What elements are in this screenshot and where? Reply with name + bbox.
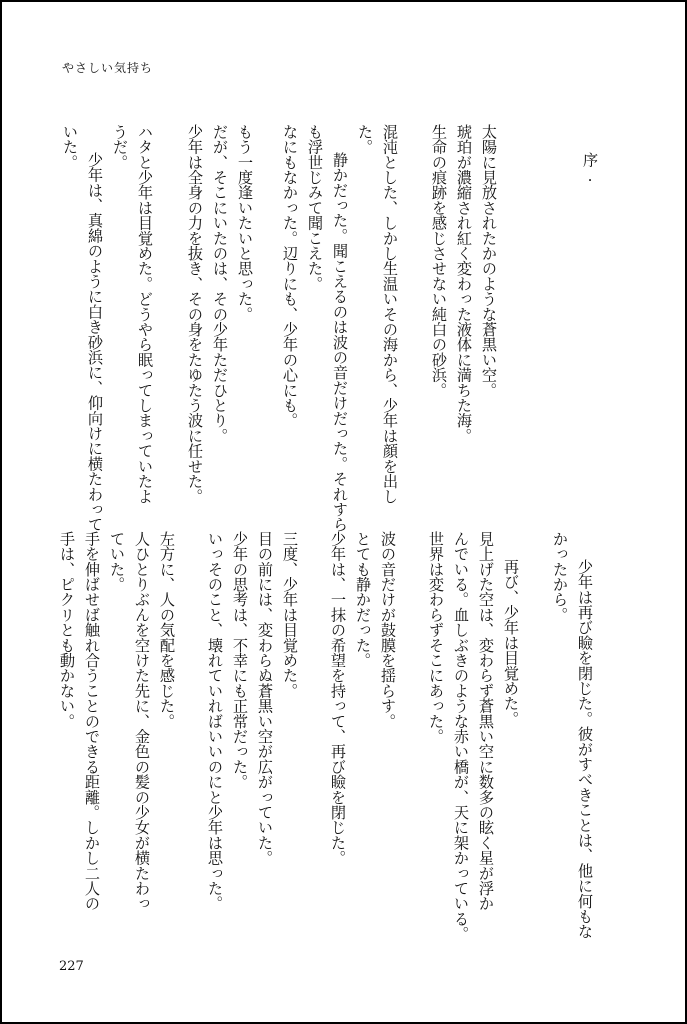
text-column-top-10: だが、そこにいたのは、その少年ただひとり。 [211, 124, 229, 444]
text-column-bottom-14: 左方に、人の気配を感じた。 [158, 531, 176, 729]
text-column-bottom-1: 少年は再び瞼を閉じた。彼がすべきことは、他に何もな [576, 559, 594, 939]
text-column-top-8: なにもなかった。辺りにも、少年の心にも。 [281, 124, 299, 428]
text-column-bottom-5: んでいる。血しぶきのような赤い橋が、天に架かっている。 [452, 531, 470, 942]
text-column-top-1: 太陽に見放されたかのような蒼黒い空。 [480, 124, 498, 398]
text-column-bottom-10: 三度、少年は目覚めた。 [281, 531, 299, 699]
text-column-bottom-4: 見上げた空は、変わらず蒼黒い空に数多の眩く星が浮か [477, 531, 495, 911]
text-column-bottom-18: 手は、ピクリとも動かない。 [58, 531, 76, 729]
text-column-bottom-9: 少年は、一抹の希望を持って、再び瞼を閉じた。 [329, 531, 347, 866]
text-column-top-13: うだ。 [111, 124, 129, 170]
text-column-bottom-3: 再び、少年は目覚めた。 [502, 559, 520, 727]
running-head: やさしい気持ち [62, 61, 154, 75]
text-column-top-2: 琥珀が濃縮され紅く変わった液体に満ちた海。 [455, 124, 473, 444]
text-column-top-3: 生命の痕跡を感じさせない純白の砂浜。 [430, 124, 448, 398]
text-column-top-14: 少年は、真綿のように白き砂浜に、仰向けに横たわって [86, 152, 104, 532]
text-column-bottom-6: 世界は変わらずそこにあった。 [427, 531, 445, 744]
text-column-bottom-8: とても静かだった。 [354, 531, 372, 668]
text-column-bottom-2: かったから。 [551, 531, 569, 623]
text-column-top-9: もう一度逢いたいと思った。 [236, 124, 254, 322]
text-column-bottom-7: 波の音だけが鼓膜を揺らす。 [379, 531, 397, 729]
text-column-bottom-13: いっそのこと、壊れていればいいのにと少年は思った。 [206, 531, 224, 911]
text-column-top-15: いた。 [61, 124, 79, 170]
text-column-top-6: 静かだった。聞こえるのは波の音だけだった。それすら [331, 152, 349, 532]
text-column-top-5: た。 [356, 124, 374, 155]
page-number: 227 [59, 959, 84, 974]
text-column-top-4: 混沌とした、しかし生温いその海から、少年は顔を出し [381, 124, 399, 504]
text-column-bottom-16: ていた。 [108, 531, 126, 592]
text-column-bottom-17: 手を伸ばせば触れ合うことのできる距離。しかし二人の [83, 531, 101, 911]
text-column-top-12: ハタと少年は目覚めた。どうやら眠ってしまっていたよ [136, 124, 154, 504]
section-heading: 序. [581, 152, 599, 186]
text-column-bottom-12: 少年の思考は、不幸にも正常だった。 [231, 531, 249, 790]
text-column-top-11: 少年は全身の力を抜き、その身をたゆたう波に任せた。 [186, 124, 204, 504]
text-column-top-7: も浮世じみて聞こえた。 [306, 124, 324, 292]
text-column-bottom-15: 人ひとりぶんを空けた先に、金色の髪の少女が横たわっ [133, 531, 151, 911]
text-column-bottom-11: 目の前には、変わらぬ蒼黒い空が広がっていた。 [256, 531, 274, 866]
